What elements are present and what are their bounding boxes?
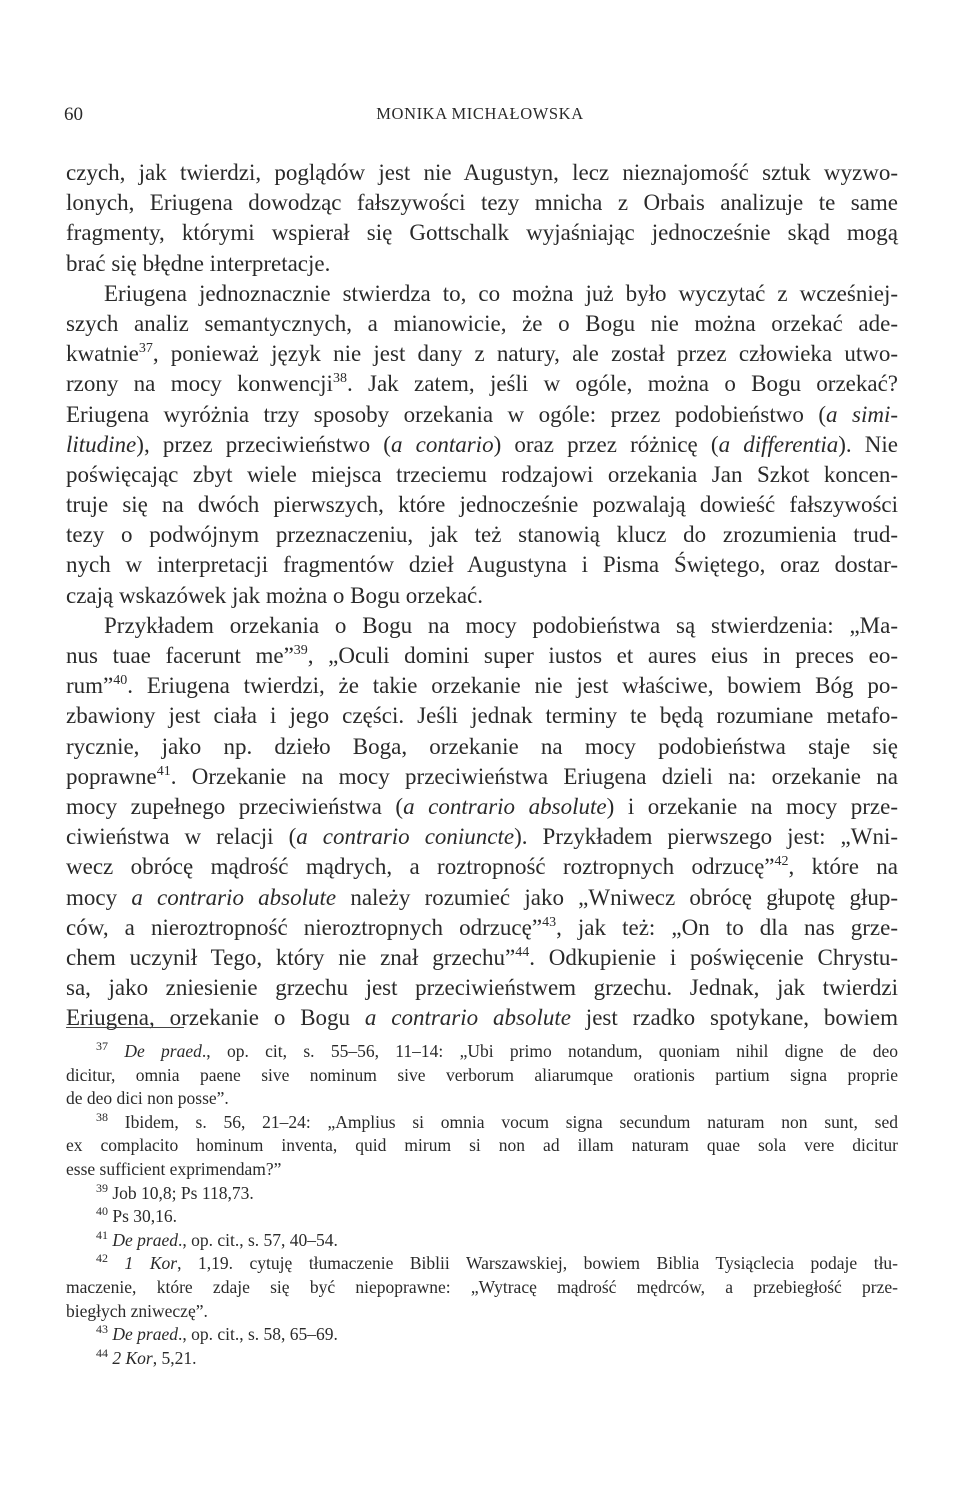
body-line — [66, 430, 898, 460]
footnote-reference: 43 — [96, 1322, 108, 1337]
footnote-reference: 44 — [96, 1345, 108, 1360]
body-line — [66, 973, 898, 1003]
body-line — [66, 701, 898, 731]
text-segment: ciwieństwa w relacji ( — [66, 824, 297, 850]
body-line — [66, 762, 898, 792]
text-segment: brać się błędne interpretacje. — [66, 250, 331, 276]
text-segment: wecz obrócę mądrość mądrych, a roztropność roztropnych odrzucę” — [66, 854, 775, 880]
body-line — [66, 188, 898, 218]
text-segment: poświęcając zbyt wiele miejsca trzeciemu rodzajowi orzekania Jan Szkot koncen- — [66, 461, 898, 487]
footnote-reference: 42 — [96, 1251, 108, 1266]
footnote-line — [66, 1205, 898, 1229]
text-segment: poprawne — [66, 763, 157, 789]
text-segment: ex complacito hominum inventa, quid mirum si non ad illam naturam quae sola vere dicitur — [66, 1135, 898, 1156]
text-segment: Eriugena, orzekanie o Bogu — [66, 1005, 365, 1031]
footnote-line — [66, 1323, 898, 1347]
text-segment: biegłych zniweczę”. — [66, 1300, 208, 1321]
text-segment: Przykładem orzekania o Bogu na mocy podobieństwa są stwierdzenia: „Ma- — [104, 612, 898, 638]
main-text — [66, 158, 898, 1033]
body-line — [66, 550, 898, 580]
text-segment: rzony na mocy konwencji — [66, 371, 333, 397]
text-segment: , „Oculi domini super iustos et aures eius in preces eo- — [307, 643, 898, 668]
footnote-line — [66, 1134, 898, 1158]
footnote-line — [66, 1252, 898, 1276]
body-line — [66, 309, 898, 339]
body-line — [66, 460, 898, 490]
footnotes — [66, 1040, 898, 1370]
text-segment: czają wskazówek jak można o Bogu orzekać. — [66, 582, 484, 608]
body-line — [66, 822, 898, 852]
footnote-reference: 43 — [542, 914, 557, 930]
text-segment: rum” — [66, 673, 114, 699]
footnote-reference: 37 — [96, 1039, 108, 1053]
text-segment: , które na — [788, 854, 898, 880]
body-line — [66, 1003, 898, 1033]
italic-text: De praed — [124, 1041, 202, 1061]
text-segment: mocy — [66, 884, 132, 910]
body-line — [66, 520, 898, 550]
text-segment: , jak też: „On to dla nas grze- — [556, 914, 898, 940]
text-segment: rycznie, jako np. dzieło Boga, orzekanie na mocy podobieństwa staje się — [66, 733, 898, 759]
text-segment: Ps 30,16. — [108, 1206, 178, 1227]
body-line — [66, 490, 898, 520]
italic-text: a contrario absolute — [364, 1005, 571, 1031]
text-segment: mocy zupełnego przeciwieństwa ( — [66, 793, 404, 819]
text-segment — [108, 1041, 124, 1061]
body-line — [66, 641, 898, 671]
text-segment: ), przez przeciwieństwo ( — [136, 431, 391, 457]
text-segment: ) i orzekanie na mocy prze- — [606, 793, 898, 819]
text-segment: ). Przykładem pierwszego jest: „Wni- — [514, 824, 898, 850]
running-header-author: MONIKA MICHAŁOWSKA — [376, 104, 584, 123]
footnote-reference: 38 — [332, 371, 347, 387]
text-segment: tezy o podwójnym przeznaczeniu, jak też stanowią klucz do zrozumienia trud- — [66, 522, 898, 548]
italic-text: a contario — [390, 431, 494, 457]
text-segment: ., op. cit, s. 55–56, 11–14: „Ubi primo notandum, quoniam nihil digne de deo — [201, 1041, 899, 1061]
text-segment: należy rozumieć jako „Wniwecz obrócę głupotę głup- — [336, 884, 898, 910]
text-segment: , 1,19. cytuję tłumaczenie Biblii Warszawskiej, bowiem Biblia Tysiąclecia podaje tłu- — [177, 1253, 899, 1274]
body-line — [66, 581, 898, 611]
body-line — [66, 158, 898, 188]
text-segment: lonych, Eriugena dowodząc fałszywości tezy mnicha z Orbais analizuje te same — [66, 190, 898, 216]
footnote-reference: 41 — [96, 1227, 108, 1242]
footnote-line — [66, 1229, 898, 1253]
text-segment: Eriugena wyróżnia trzy sposoby orzekania w ogóle: przez podobieństwo ( — [66, 401, 827, 427]
text-segment: esse sufficient exprimendam?” — [66, 1158, 282, 1179]
text-segment: kwatnie — [66, 341, 139, 367]
text-segment: ). Nie — [838, 431, 899, 457]
body-line — [66, 249, 898, 279]
footnote-line — [66, 1064, 898, 1088]
text-segment: chem uczynił Tego, który nie znał grzechu” — [66, 944, 516, 970]
footnote-reference: 39 — [96, 1180, 108, 1195]
footnote-reference: 41 — [156, 763, 171, 779]
body-line — [66, 913, 898, 943]
footnote-reference: 39 — [293, 643, 308, 658]
body-line — [66, 611, 898, 641]
text-segment: ców, a nieroztropność nieroztropnych odrzucę” — [66, 914, 543, 940]
text-segment: Ibidem, s. 56, 21–24: „Amplius si omnia vocum signa secundum naturam non sunt, sed — [108, 1111, 898, 1132]
footnote-line — [66, 1182, 898, 1206]
text-segment: czych, jak twierdzi, poglądów jest nie Augustyn, lecz nieznajomość sztuk wyzwo- — [66, 160, 898, 185]
footnote-line — [66, 1111, 898, 1135]
body-line — [66, 339, 898, 369]
body-line — [66, 852, 898, 882]
text-segment: ) oraz przez różnicę ( — [493, 431, 719, 457]
footnote-reference: 38 — [96, 1109, 108, 1124]
text-segment: . Odkupienie i poświęcenie Chrystu- — [529, 944, 898, 970]
body-line — [66, 369, 898, 399]
text-segment: de deo dici non posse”. — [66, 1088, 229, 1109]
footnote-line — [66, 1087, 898, 1111]
text-segment: szych analiz semantycznych, a mianowicie, że o Bogu nie można orzekać ade- — [66, 310, 898, 336]
body-line — [66, 732, 898, 762]
body-line — [66, 218, 898, 248]
text-segment: fragmenty, którymi wspierał się Gottschalk wyjaśniając jednocześnie skąd mogą — [66, 220, 898, 246]
footnote-line — [66, 1347, 898, 1371]
footnote-reference: 37 — [138, 341, 153, 357]
italic-text: De praed — [112, 1324, 178, 1345]
italic-text: a contrario coniuncte — [296, 824, 515, 850]
footnote-line — [66, 1276, 898, 1300]
text-segment: . Jak zatem, jeśli w ogóle, można o Bogu orzekać? — [346, 371, 898, 397]
text-segment: , 5,21. — [152, 1347, 197, 1368]
text-segment: Eriugena jednoznacznie stwierdza to, co można już było wyczytać z wcześniej- — [104, 280, 898, 306]
body-line — [66, 883, 898, 913]
text-segment: Job 10,8; Ps 118,73. — [108, 1182, 254, 1203]
italic-text: a simi- — [826, 401, 898, 427]
text-segment: ., op. cit., s. 57, 40–54. — [177, 1229, 338, 1250]
body-line — [66, 792, 898, 822]
text-segment: ., op. cit., s. 58, 65–69. — [177, 1324, 338, 1345]
text-segment: . Eriugena twierdzi, że takie orzekanie nie jest właściwe, bowiem Bóg po- — [127, 673, 898, 699]
body-line — [66, 943, 898, 973]
text-segment — [108, 1253, 125, 1273]
body-line — [66, 400, 898, 430]
footnote-line — [66, 1040, 898, 1064]
italic-text: 2 Kor — [112, 1347, 153, 1368]
text-segment: zbawiony jest ciała i jego części. Jeśli jednak terminy te będą rozumiane metafo- — [66, 703, 898, 729]
text-segment: , ponieważ język nie jest dany z natury, ale został przez człowieka utwo- — [152, 341, 898, 367]
italic-text: a differentia — [718, 431, 839, 457]
body-line — [66, 279, 898, 309]
text-segment: truje się na dwóch pierwszych, które jednocześnie pozwalają dowieść fałszywości — [66, 492, 898, 518]
text-segment: nus tuae facerunt me” — [66, 643, 294, 668]
italic-text: De praed — [112, 1229, 178, 1250]
footnote-reference: 42 — [774, 854, 789, 870]
italic-text: litudine — [66, 431, 137, 457]
footnote-separator — [66, 1027, 184, 1028]
text-segment: dicitur, omnia paene sive nominum sive verborum aliarumque orationis partium signa proprie — [66, 1064, 898, 1085]
footnote-line — [66, 1158, 898, 1182]
text-segment: nych w interpretacji fragmentów dzieł Augustyna i Pisma Świętego, oraz dostar- — [66, 552, 898, 578]
italic-text: a contrario absolute — [403, 793, 607, 819]
body-line — [66, 671, 898, 701]
text-segment: sa, jako zniesienie grzechu jest przeciwieństwem grzechu. Jednak, jak twierdzi — [66, 975, 898, 1001]
footnote-reference: 44 — [515, 944, 530, 960]
italic-text: 1 Kor — [124, 1253, 178, 1274]
text-segment: . Orzekanie na mocy przeciwieństwa Eriugena dzieli na: orzekanie na — [170, 763, 898, 789]
text-segment: maczenie, które zdaje się być niepoprawne: „Wytracę mądrość mędrców, a przebiegłość prze- — [66, 1276, 898, 1297]
page-number: 60 — [64, 104, 83, 125]
footnote-reference: 40 — [113, 673, 128, 689]
italic-text: a contrario absolute — [131, 884, 337, 910]
footnote-reference: 40 — [96, 1204, 108, 1219]
text-segment: jest rzadko spotykane, bowiem — [570, 1005, 898, 1031]
footnote-line — [66, 1300, 898, 1324]
